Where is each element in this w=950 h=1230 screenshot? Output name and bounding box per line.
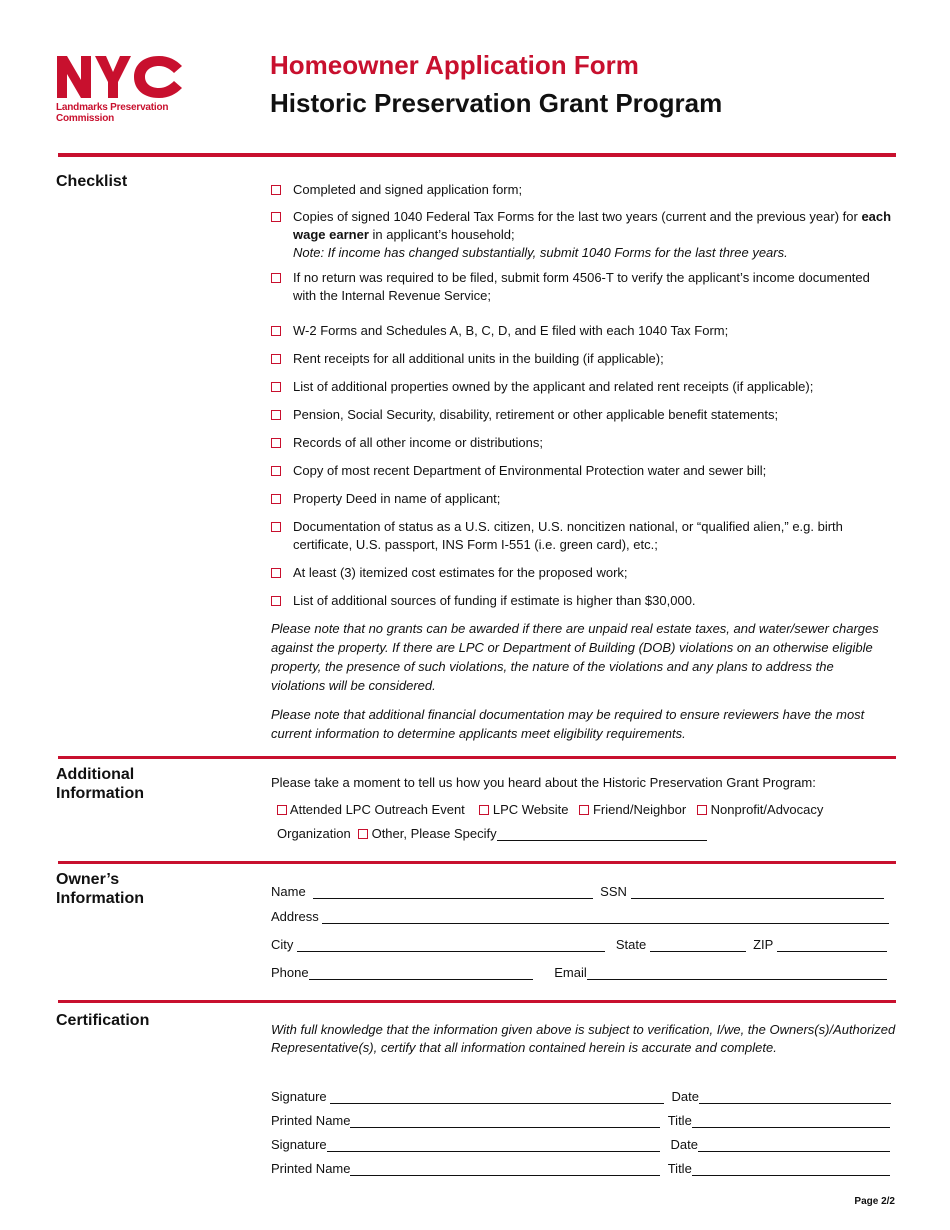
checkbox[interactable] xyxy=(271,596,281,606)
owner-information-heading: Owner’s Information xyxy=(56,871,144,907)
checkbox[interactable] xyxy=(271,354,281,364)
checklist-item: List of additional sources of funding if estimate is higher than $30,000. xyxy=(270,592,902,610)
checklist-item: Completed and signed application form; xyxy=(270,181,902,199)
checklist-item: Documentation of status as a U.S. citizen, U.S. noncitizen national, or “qualified alien,” e.g. birth certificate, U.S. passport, INS Form I-551 (i.e. green card), etc.; xyxy=(270,518,902,554)
certification-statement: With full knowledge that the information given above is subject to verification, I/we, the Owners(s)/Authorized Representative(s), certify that all information contained herein is accurate and complete. xyxy=(271,1022,896,1055)
program-title: Historic Preservation Grant Program xyxy=(270,88,723,118)
zip-field[interactable] xyxy=(777,937,887,952)
checkbox[interactable] xyxy=(579,805,589,815)
referral-options-row-2: Organization Other, Please Specify xyxy=(277,826,707,841)
city-state-zip-row: City State ZIP xyxy=(271,937,887,952)
option-outreach-event[interactable]: Attended LPC Outreach Event xyxy=(277,802,465,817)
email-field[interactable] xyxy=(587,965,887,980)
referral-prompt: Please take a moment to tell us how you heard about the Historic Preservation Grant Program: xyxy=(271,775,816,790)
checkbox[interactable] xyxy=(271,494,281,504)
option-other[interactable]: Other, Please Specify xyxy=(358,826,497,841)
checklist-item: W-2 Forms and Schedules A, B, C, D, and E filed with each 1040 Tax Form; xyxy=(270,322,902,340)
checkbox[interactable] xyxy=(271,326,281,336)
checkbox[interactable] xyxy=(479,805,489,815)
page-number: Page 2/2 xyxy=(854,1196,895,1207)
checklist-item: Copies of signed 1040 Federal Tax Forms for the last two years (current and the previous year) for each wage earner in applicant’s household; Note: If income has changed substantially, submit 1040 Forms for the last three years. xyxy=(270,208,902,262)
nyc-lpc-logo xyxy=(55,54,187,126)
checklist-item: List of additional properties owned by the applicant and related rent receipts (if applicable); xyxy=(270,378,902,396)
address-field[interactable] xyxy=(322,909,889,924)
other-specify-field[interactable] xyxy=(497,826,707,841)
option-lpc-website[interactable]: LPC Website xyxy=(479,802,568,817)
additional-information-heading: Additional Information xyxy=(56,766,144,802)
nyc-logo-icon xyxy=(55,54,185,100)
name-ssn-row: Name SSN xyxy=(271,884,884,899)
phone-email-row: Phone Email xyxy=(271,965,887,980)
address-row: Address xyxy=(271,909,889,924)
date-field-1[interactable] xyxy=(699,1089,891,1104)
section-divider xyxy=(58,1000,896,1003)
printed-name-title-row-1: Printed Name Title xyxy=(271,1113,890,1128)
form-title: Homeowner Application Form xyxy=(270,50,639,80)
financial-documentation-note: Please note that additional financial documentation may be required to ensure reviewers have the most current information to determine applicants meet eligibility requirements. xyxy=(271,707,865,741)
checklist-item: Pension, Social Security, disability, retirement or other applicable benefit statements; xyxy=(270,406,902,424)
printed-name-field-1[interactable] xyxy=(350,1113,660,1128)
checkbox[interactable] xyxy=(271,185,281,195)
checkbox[interactable] xyxy=(271,438,281,448)
checklist-item: Copy of most recent Department of Environmental Protection water and sewer bill; xyxy=(270,462,902,480)
name-field[interactable] xyxy=(313,884,593,899)
tax-violations-note: Please note that no grants can be awarded if there are unpaid real estate taxes, and water/sewer charges against the property. If there are LPC or Department of Building (DOB) violations on an otherwise eligible property, the presence of such violations, the nature of the violations and any plans to address the violations will be considered. xyxy=(271,621,879,693)
state-field[interactable] xyxy=(650,937,746,952)
signature-field-1[interactable] xyxy=(330,1089,664,1104)
referral-options-row-1 xyxy=(277,802,823,817)
date-field-2[interactable] xyxy=(698,1137,890,1152)
checklist-heading: Checklist xyxy=(56,173,128,190)
checkbox[interactable] xyxy=(277,805,287,815)
section-divider xyxy=(58,861,896,864)
ssn-field[interactable] xyxy=(631,884,884,899)
checkbox[interactable] xyxy=(271,410,281,420)
checklist-item: If no return was required to be filed, submit form 4506-T to verify the applicant’s income documented with the Internal Revenue Service; xyxy=(270,269,870,305)
printed-name-title-row-2: Printed Name Title xyxy=(271,1161,890,1176)
checkbox[interactable] xyxy=(271,568,281,578)
option-nonprofit-advocacy[interactable]: Nonprofit/Advocacy xyxy=(697,802,823,817)
checklist-item: Rent receipts for all additional units in the building (if applicable); xyxy=(270,350,902,368)
section-divider xyxy=(58,153,896,157)
checklist-item: At least (3) itemized cost estimates for the proposed work; xyxy=(270,564,902,582)
section-divider xyxy=(58,756,896,759)
printed-name-field-2[interactable] xyxy=(350,1161,660,1176)
checklist-item: Records of all other income or distributions; xyxy=(270,434,902,452)
title-field-1[interactable] xyxy=(692,1113,890,1128)
checkbox[interactable] xyxy=(271,522,281,532)
phone-field[interactable] xyxy=(309,965,533,980)
signature-date-row-1: Signature Date xyxy=(271,1089,891,1104)
checkbox[interactable] xyxy=(271,212,281,222)
checkbox[interactable] xyxy=(271,382,281,392)
logo-subtitle: Landmarks Preservation Commission xyxy=(56,102,169,124)
checkbox[interactable] xyxy=(697,805,707,815)
checkbox[interactable] xyxy=(358,829,368,839)
checkbox[interactable] xyxy=(271,466,281,476)
signature-field-2[interactable] xyxy=(327,1137,660,1152)
title-field-2[interactable] xyxy=(692,1161,890,1176)
option-friend-neighbor[interactable]: Friend/Neighbor xyxy=(579,802,686,817)
checkbox[interactable] xyxy=(271,273,281,283)
checklist-item: Property Deed in name of applicant; xyxy=(270,490,902,508)
certification-heading: Certification xyxy=(56,1012,150,1029)
signature-date-row-2: Signature Date xyxy=(271,1137,890,1152)
city-field[interactable] xyxy=(297,937,605,952)
